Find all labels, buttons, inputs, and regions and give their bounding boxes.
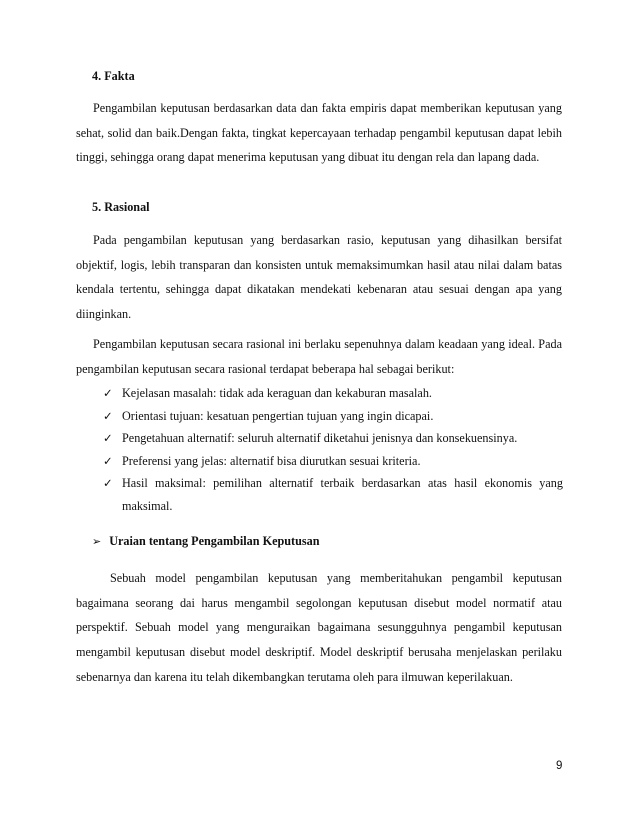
checklist-item xyxy=(103,472,563,517)
section-heading-uraian xyxy=(92,534,319,549)
checklist-item-text: Kejelasan masalah: tidak ada keraguan dan kekaburan masalah. xyxy=(122,386,432,400)
checklist-item-text: Orientasi tujuan: kesatuan pengertian tujuan yang ingin dicapai. xyxy=(122,408,434,423)
checklist-item xyxy=(103,450,563,473)
section-heading-rasional: 5. Rasional xyxy=(92,200,150,214)
checklist-item-text: Preferensi yang jelas: alternatif bisa diurutkan sesuai kriteria. xyxy=(122,453,421,468)
section-heading-uraian-text: Uraian tentang Pengambilan Keputusan xyxy=(109,534,320,548)
paragraph-rasional-2: Pengambilan keputusan secara rasional ini berlaku sepenuhnya dalam keadaan yang ideal. Pada pengambilan keputusan secara rasional terdapat beberapa hal sebagai berikut: xyxy=(76,337,562,376)
checklist-item xyxy=(103,382,563,405)
checkmark-icon: ✓ xyxy=(103,476,113,490)
checklist-item-text: Pengetahuan alternatif: seluruh alternatif diketahui jenisnya dan konsekuensinya. xyxy=(122,431,518,445)
page-number: 9 xyxy=(556,760,563,772)
arrow-bullet-icon: ➢ xyxy=(92,535,102,548)
checklist-item xyxy=(103,427,563,450)
checkmark-icon: ✓ xyxy=(103,386,113,400)
rational-criteria-checklist xyxy=(103,382,563,517)
checkmark-icon: ✓ xyxy=(103,408,113,423)
checklist-item-text: Hasil maksimal: pemilihan alternatif terbaik berdasarkan atas hasil ekonomis yang maksimal. xyxy=(122,476,563,513)
checkmark-icon: ✓ xyxy=(103,431,113,445)
paragraph-fakta: Pengambilan keputusan berdasarkan data dan fakta empiris dapat memberikan keputusan yang sehat, solid dan baik.Dengan fakta, tingkat kepercayaan terhadap pengambil keputusan dapat lebih tinggi, sehingga orang dapat menerima keputusan yang dibuat itu dengan rela dan lapang dada. xyxy=(76,101,562,165)
paragraph-rasional-1: Pada pengambilan keputusan yang berdasarkan rasio, keputusan yang dihasilkan bersifat objektif, logis, lebih transparan dan konsisten untuk memaksimumkan hasil atau nilai dalam batas kendala tertentu, sehingga dapat dikatakan mendekati kebenaran atau sesuai dengan apa yang diinginkan. xyxy=(76,233,562,322)
paragraph-uraian: Sebuah model pengambilan keputusan yang memberitahukan pengambil keputusan bagaimana seorang dai harus mengambil segolongan keputusan disebut model normatif atau perspektif. Sebuah model yang menguraikan bagaimana sesungguhnya pengambil keputusan mengambil keputusan disebut model deskriptif. Model deskriptif berusaha menjelaskan perilaku sebenarnya dan karena itu telah dikembangkan terutama oleh para ilmuwan keperilakuan. xyxy=(76,571,562,684)
checkmark-icon: ✓ xyxy=(103,453,113,468)
checklist-item xyxy=(103,405,563,428)
section-heading-fakta: 4. Fakta xyxy=(92,69,135,83)
